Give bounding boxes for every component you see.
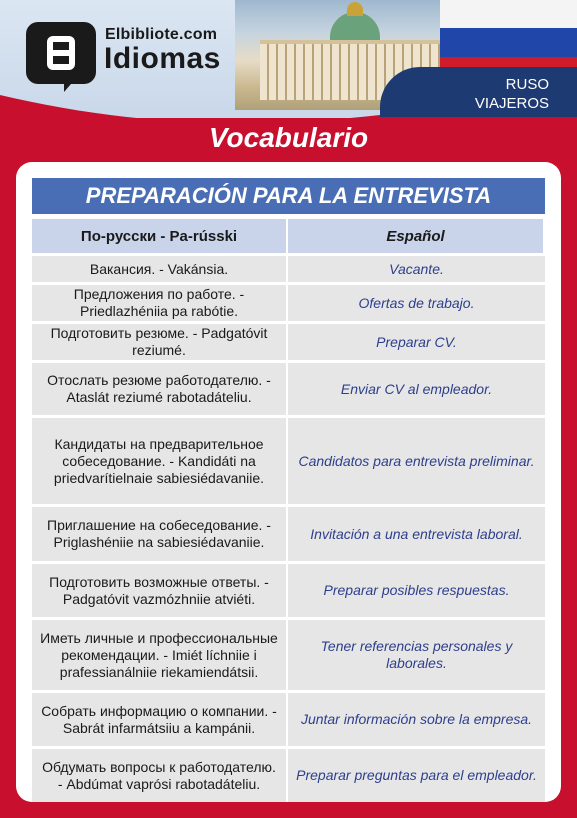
spanish-cell: Juntar información sobre la empresa. xyxy=(288,693,545,746)
logo-icon[interactable] xyxy=(26,22,96,84)
table-header-row xyxy=(32,219,545,253)
russian-cell: Кандидаты на предварительное собеседование. - Kandidáti na priedvarítielnaie sabiesiédavaniie. xyxy=(32,418,288,504)
vocabulary-table xyxy=(32,216,545,805)
spanish-cell: Preparar preguntas para el empleador. xyxy=(288,749,545,802)
russian-cell: Собрать информацию о компании. - Sabrát infarmátsiiu a kampánii. xyxy=(32,693,288,746)
table-row xyxy=(32,749,545,802)
russian-cell: Отослать резюме работодателю. - Ataslát reziumé rabotadáteliu. xyxy=(32,363,288,415)
russian-cell: Приглашение на собеседование. - Priglashéniie na sabiesiédavaniie. xyxy=(32,507,288,561)
course-badge xyxy=(380,67,577,117)
spanish-cell: Preparar CV. xyxy=(288,324,545,360)
spanish-cell: Ofertas de trabajo. xyxy=(288,285,545,321)
spanish-cell: Preparar posibles respuestas. xyxy=(288,564,545,617)
spanish-cell: Vacante. xyxy=(288,256,545,282)
russian-cell: Подготовить резюме. - Padgatóvit reziumé. xyxy=(32,324,288,360)
russian-cell: Вакансия. - Vakánsia. xyxy=(32,256,288,282)
badge-language: RUSO xyxy=(505,76,549,93)
table-row xyxy=(32,363,545,415)
header-spanish: Español xyxy=(288,219,545,253)
table-title: PREPARACIÓN PARA LA ENTREVISTA xyxy=(32,178,545,214)
table-row xyxy=(32,418,545,504)
russian-cell: Предложения по работе. - Priedlazhéniia pa rabótie. xyxy=(32,285,288,321)
russian-cell: Иметь личные и профессиональные рекомендации. - Imiét líchniie i prafessianálniie riekamiendátsii. xyxy=(32,620,288,690)
table-row xyxy=(32,507,545,561)
table-row xyxy=(32,256,545,282)
brand-name[interactable]: Idiomas xyxy=(104,42,221,75)
table-row xyxy=(32,564,545,617)
spanish-cell: Candidatos para entrevista preliminar. xyxy=(288,418,545,504)
table-row xyxy=(32,285,545,321)
brand-site[interactable]: Elbibliote.com xyxy=(105,26,218,43)
section-title: Vocabulario xyxy=(208,122,369,153)
spanish-cell: Invitación a una entrevista laboral. xyxy=(288,507,545,561)
russian-cell: Подготовить возможные ответы. - Padgatóvit vazmózhniie atviéti. xyxy=(32,564,288,617)
russian-cell: Обдумать вопросы к работодателю. - Abdúmat vaprósi rabotadáteliu. xyxy=(32,749,288,802)
table-row xyxy=(32,324,545,360)
table-row xyxy=(32,693,545,746)
header-russian: По-русски - Pa-rússki xyxy=(32,219,288,253)
badge-audience: VIAJEROS xyxy=(474,95,549,112)
table-row xyxy=(32,620,545,690)
spanish-cell: Tener referencias personales y laborales. xyxy=(288,620,545,690)
header xyxy=(0,0,577,118)
spanish-cell: Enviar CV al empleador. xyxy=(288,363,545,415)
